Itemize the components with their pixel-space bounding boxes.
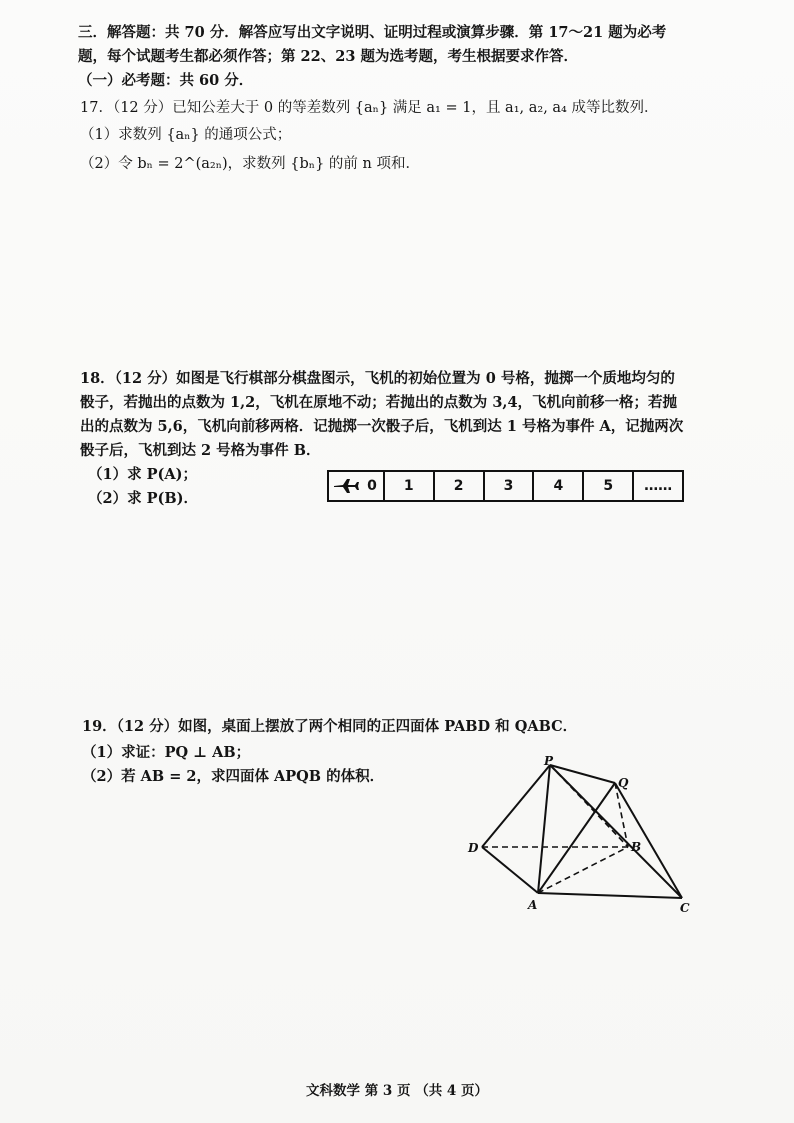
- board-cell-1: 1: [385, 472, 435, 500]
- q18-part1: （1）求 P(A)；: [88, 466, 198, 483]
- label-D: D: [468, 841, 479, 855]
- q19-stem: 19．（12 分）如图，桌面上摆放了两个相同的正四面体 PABD 和 QABC．: [82, 718, 578, 735]
- label-B: B: [631, 840, 642, 854]
- board-cell-more: ……: [644, 478, 673, 494]
- label-P: P: [544, 755, 554, 768]
- label-Q: Q: [618, 776, 629, 790]
- q19-part1: （1）求证：PQ ⊥ AB；: [82, 744, 251, 761]
- q18-line2: 骰子，若抛出的点数为 1,2，飞机在原地不动；若抛出的点数为 3,4，飞机向前移一格；若抛: [80, 394, 678, 411]
- q19-part2: （2）若 AB = 2，求四面体 APQB 的体积．: [82, 768, 385, 785]
- q18-line4: 骰子后，飞机到达 2 号格为事件 B．: [80, 442, 321, 459]
- board-cell-5: 5: [584, 472, 634, 500]
- board-cell-2: 2: [435, 472, 485, 500]
- board-cell-label: 0: [367, 478, 377, 494]
- q18-part2: （2）求 P(B)．: [88, 490, 199, 507]
- section-header-line2: 题，每个试题考生都必须作答；第 22、23 题为选考题，考生根据要求作答．: [78, 48, 578, 65]
- board-cell-4: 4: [534, 472, 584, 500]
- label-A: A: [528, 898, 538, 912]
- section-header-line1: 三．解答题：共 70 分．解答应写出文字说明、证明过程或演算步骤．第 17～21 题为必考: [78, 24, 667, 41]
- q18-line1: 18．（12 分）如图是飞行棋部分棋盘图示，飞机的初始位置为 0 号格，抛掷一个质地均匀的: [80, 370, 675, 387]
- board-cell-0: [329, 472, 385, 500]
- page-footer: 文科数学 第 3 页 （共 4 页）: [306, 1083, 488, 1099]
- board-cell-3: 3: [485, 472, 535, 500]
- q18-line3: 出的点数为 5,6，飞机向前移两格．记抛掷一次骰子后，飞机到达 1 号格为事件 A，记抛两次: [80, 418, 684, 435]
- q17-part2: （2）令 bₙ = 2^(a₂ₙ)，求数列 {bₙ} 的前 n 项和．: [80, 156, 420, 172]
- label-C: C: [680, 901, 690, 915]
- section-header-line3: （一）必考题：共 60 分．: [78, 72, 254, 89]
- airplane-icon: [333, 477, 359, 495]
- q17-stem: 17．（12 分）已知公差大于 0 的等差数列 {aₙ} 满足 a₁ = 1，且 a₁, a₂, a₄ 成等比数列．: [80, 100, 659, 116]
- q17-part1: （1）求数列 {aₙ} 的通项公式；: [80, 127, 292, 143]
- flight-chess-board: [327, 470, 684, 502]
- tetrahedron-figure: [460, 755, 700, 920]
